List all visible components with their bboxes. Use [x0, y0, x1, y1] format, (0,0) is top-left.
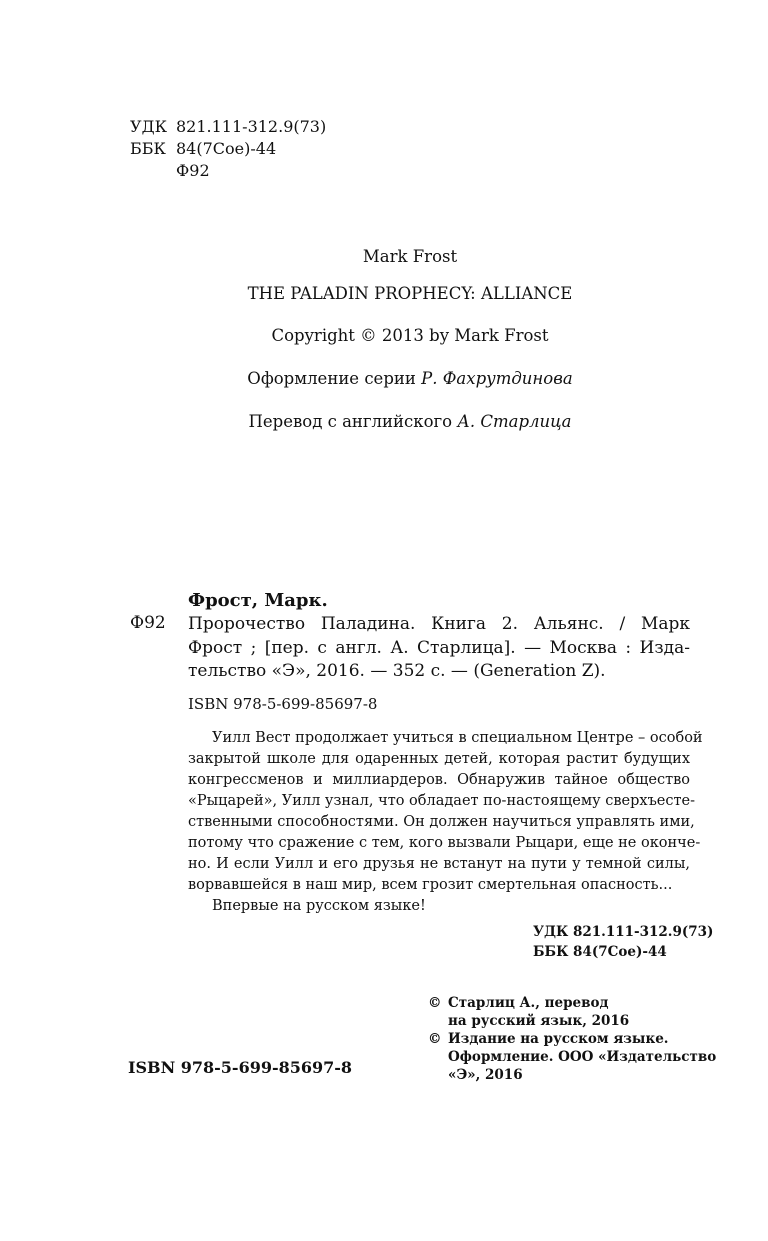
annotation-line: закрытой школе для одаренных детей, которая растит будущих: [188, 751, 690, 767]
annotation-line: ворвавшейся в наш мир, всем грозит смертельная опасность...: [188, 877, 673, 893]
catalog-author-heading: Фрост, Марк.: [188, 590, 328, 611]
first-time-note: Впервые на русском языке!: [212, 898, 426, 914]
annotation: [188, 728, 703, 917]
annotation-line: но. И если Уилл и его друзья не встанут на пути у темной силы,: [188, 856, 690, 872]
footer-bbk: ББК 84(7Сое)-44: [533, 944, 667, 960]
edition-copyright-line: Оформление. ООО «Издательство: [448, 1049, 717, 1065]
copyright-symbol: ©: [428, 995, 442, 1011]
udk-value: 821.111-312.9(73): [176, 117, 327, 136]
original-author: Mark Frost: [362, 247, 458, 266]
udk-label: УДК: [130, 117, 167, 136]
edition-copyright-line: «Э», 2016: [448, 1067, 523, 1083]
series-designer-name: Р. Фахрутдинова: [421, 369, 573, 388]
description-line: тельство «Э», 2016. — 352 с. — (Generation Z).: [188, 661, 606, 681]
bbk-value: 84(7Сое)-44: [176, 139, 277, 158]
translation-credit: [0, 412, 768, 431]
annotation-line: конгрессменов и миллиардеров. Обнаружив тайное общество: [188, 772, 690, 788]
translation-copyright-line: на русский язык, 2016: [448, 1013, 630, 1029]
translator-name: А. Старлица: [457, 412, 572, 431]
catalog-isbn: ISBN 978-5-699-85697-8: [188, 695, 378, 713]
original-copyright: Copyright © 2013 by Mark Frost: [271, 326, 549, 345]
translation-copyright-line: Старлиц А., перевод: [448, 995, 609, 1011]
edition-copyright-line: Издание на русском языке.: [448, 1031, 669, 1047]
annotation-line: ственными способностями. Он должен научиться управлять ими,: [188, 814, 695, 830]
bbk-label: ББК: [130, 139, 166, 158]
edition-copyright: [428, 1030, 716, 1084]
author-mark-row: [130, 160, 326, 182]
original-title: THE PALADIN PROPHECY: ALLIANCE: [247, 284, 573, 303]
footer-classification: [533, 922, 713, 962]
bbk-row: [130, 138, 326, 160]
annotation-line: Уилл Вест продолжает учиться в специальном Центре – особой: [212, 730, 703, 746]
udk-row: [130, 116, 326, 138]
copyright-notices: [428, 994, 716, 1084]
series-design-credit: [0, 369, 768, 388]
copyright-symbol: ©: [428, 1031, 442, 1047]
footer-udk: УДК 821.111-312.9(73): [533, 924, 714, 940]
series-design-prefix: Оформление серии: [247, 369, 422, 388]
isbn-bottom: ISBN 978-5-699-85697-8: [128, 1058, 353, 1077]
translation-prefix: Перевод с английского: [248, 412, 458, 431]
author-mark: Ф92: [176, 161, 210, 180]
translation-copyright: [428, 994, 716, 1030]
annotation-line: «Рыцарей», Уилл узнал, что обладает по-настоящему сверхъесте-: [188, 793, 696, 809]
catalog-description: [188, 613, 690, 684]
catalog-author-code: Ф92: [130, 613, 166, 633]
description-line: Фрост ; [пер. с англ. А. Старлица]. — Москва : Изда-: [188, 637, 690, 658]
annotation-line: потому что сражение с тем, кого вызвали Рыцари, еще не оконче-: [188, 835, 701, 851]
classification-block: [130, 116, 326, 182]
description-line: Пророчество Паладина. Книга 2. Альянс. / Марк: [188, 614, 690, 634]
